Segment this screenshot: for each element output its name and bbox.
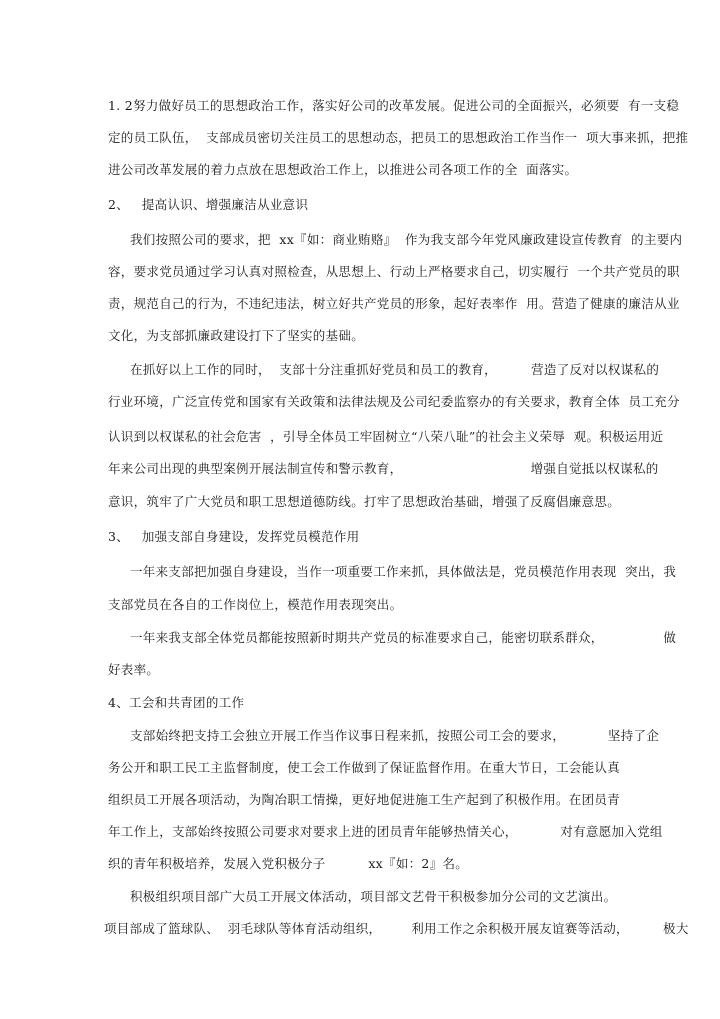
paragraph-line: 行业环境，广泛宣传党和国家有关政策和法律法规及公司纪委监察办的有关要求，教育全体 员工充分: [108, 394, 680, 409]
paragraph-line: 我们按照公司的要求，把 xx『如：商业贿赂』 作为我支部今年党风廉政建设宣传教育 的主要内: [130, 232, 683, 247]
section-heading-4: 4、工会和共青团的工作: [108, 695, 245, 710]
paragraph-line: 1. 2努力做好员工的思想政治工作，落实好公司的改革发展。促进公司的全面振兴，必须要 有一支稳: [108, 98, 680, 113]
paragraph-line: 织的青年积极培养，发展入党积极分子 xx『如：2』名。: [108, 856, 469, 871]
paragraph-line: 项目部成了篮球队、 羽毛球队等体育活动组织， 利用工作之余积极开展友谊赛等活动， 极大: [104, 921, 689, 936]
paragraph-line: 意识，筑牢了广大党员和职工思想道德防线。打牢了思想政治基础，增强了反腐倡廉意思。: [108, 494, 621, 509]
paragraph-line: 进公司改革发展的着力点放在思想政治工作上，以推进公司各项工作的全 面落实。: [108, 162, 578, 177]
paragraph-line: 在抓好以上工作的同时， 支部十分注重抓好党员和员工的教育， 营造了反对以权谋私的: [130, 362, 660, 377]
paragraph-line: 一年来支部把加强自身建设，当作一项重要工作来抓，具体做法是，党员模范作用表现 突出，我: [130, 564, 677, 579]
paragraph-line: 务公开和职工民工主监督制度，使工会工作做到了保证监督作用。在重大节日，工会能认真: [108, 760, 621, 775]
paragraph-line: 一年来我支部全体党员都能按照新时期共产党员的标准要求自己，能密切联系群众， 做: [130, 630, 677, 645]
paragraph-line: 年工作上，支部始终按照公司要求对要求上进的团员青年能够热情关心， 对有意愿加入党组: [108, 824, 663, 839]
paragraph-line: 容，要求党员通过学习认真对照检查，从思想上、行动上严格要求自己，切实履行 一个共产党员的职: [108, 264, 680, 279]
paragraph-line: 责，规范自己的行为，不违纪违法，树立好共产党员的形象，起好表率作 用。营造了健康的廉洁从业: [108, 296, 680, 311]
section-heading-2: 2、 提高认识、增强廉洁从业意识: [108, 197, 309, 212]
paragraph-line: 组织员工开展各项活动，为陶冶职工情操，更好地促进施工生产起到了积极作用。在团员青: [108, 792, 621, 807]
paragraph-line: 文化，为支部抓廉政建设打下了坚实的基础。: [108, 328, 365, 343]
paragraph-line: 认识到以权谋私的社会危害 ，引导全体员工牢固树立“八荣八耻”的社会主义荣辱 观。积极运用近: [108, 429, 664, 444]
paragraph-line: 定的员工队伍， 支部成员密切关注员工的思想动态，把员工的思想政治工作当作一 项大事来抓，把推: [108, 130, 689, 145]
paragraph-line: 支部始终把支持工会独立开展工作当作议事日程来抓，按照公司工会的要求， 坚持了企: [130, 728, 660, 743]
paragraph-line: 好表率。: [108, 662, 160, 677]
paragraph-line: 支部党员在各自的工作岗位上，模范作用表现突出。: [108, 597, 403, 612]
section-heading-3: 3、 加强支部自身建设，发挥党员模范作用: [108, 529, 360, 544]
paragraph-line: 年来公司出现的典型案例开展法制宣传和警示教育， 增强自觉抵以权谋私的: [108, 461, 659, 476]
paragraph-line: 积极组织项目部广大员工开展文体活动，项目部文艺骨干积极参加分公司的文艺演出。: [130, 889, 617, 904]
